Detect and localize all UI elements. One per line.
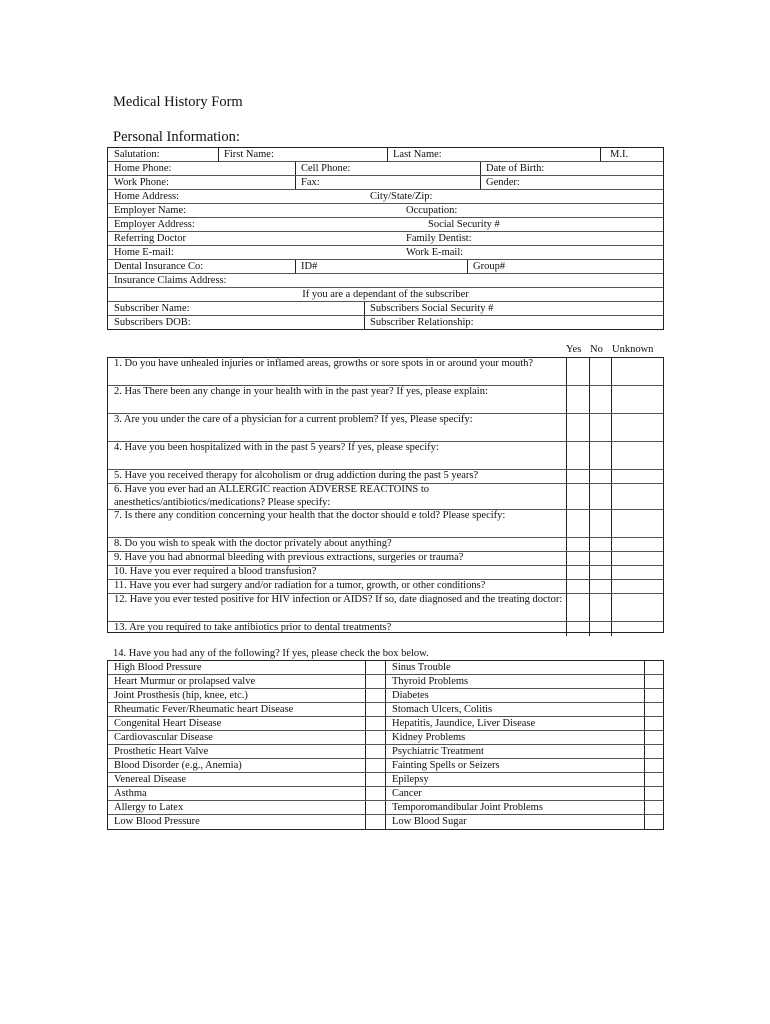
- cell-divider: [364, 302, 365, 315]
- cell-divider: [480, 162, 481, 175]
- condition-checkbox[interactable]: [365, 661, 386, 674]
- yes-checkbox[interactable]: [566, 552, 590, 565]
- unknown-checkbox[interactable]: [611, 510, 664, 537]
- conditions-checklist-table: [107, 660, 664, 830]
- no-checkbox[interactable]: [589, 510, 612, 537]
- personal-field-label[interactable]: ID#: [301, 261, 318, 272]
- question-text: 4. Have you been hospitalized with in the past 5 years? If yes, please specify:: [114, 442, 439, 453]
- cell-divider: [385, 661, 386, 674]
- condition-checkbox[interactable]: [365, 689, 386, 702]
- condition-row: [108, 745, 663, 759]
- personal-info-row: [108, 162, 663, 176]
- condition-row: [108, 661, 663, 675]
- condition-checkbox[interactable]: [365, 801, 386, 814]
- yes-checkbox[interactable]: [566, 566, 590, 579]
- cell-divider: [385, 675, 386, 688]
- condition-row: [108, 773, 663, 787]
- unknown-column-header: Unknown: [612, 344, 654, 355]
- condition-checkbox[interactable]: [644, 675, 665, 688]
- unknown-checkbox[interactable]: [611, 470, 664, 483]
- cell-divider: [364, 316, 365, 329]
- personal-field-label[interactable]: Occupation:: [406, 205, 458, 216]
- no-column-header: No: [590, 344, 603, 355]
- cell-divider: [295, 162, 296, 175]
- unknown-checkbox[interactable]: [611, 484, 664, 509]
- yes-checkbox[interactable]: [566, 414, 590, 441]
- personal-field-label[interactable]: Subscriber Name:: [114, 303, 190, 314]
- condition-checkbox[interactable]: [644, 801, 665, 814]
- yes-checkbox[interactable]: [566, 580, 590, 593]
- question-row: [108, 622, 663, 636]
- personal-info-row: [108, 260, 663, 274]
- personal-field-label[interactable]: Employer Name:: [114, 205, 187, 216]
- section-title-personal-information: Personal Information:: [113, 129, 240, 145]
- yes-checkbox[interactable]: [566, 484, 590, 509]
- condition-row: [108, 717, 663, 731]
- unknown-checkbox[interactable]: [611, 622, 664, 636]
- question-row: [108, 386, 663, 414]
- cell-divider: [218, 148, 219, 161]
- cell-divider: [480, 176, 481, 189]
- condition-checkbox[interactable]: [644, 787, 665, 800]
- cell-divider: [385, 787, 386, 800]
- condition-checkbox[interactable]: [365, 773, 386, 786]
- yes-checkbox[interactable]: [566, 622, 590, 636]
- condition-label: Venereal Disease: [114, 774, 187, 785]
- personal-field-label[interactable]: Dental Insurance Co:: [114, 261, 204, 272]
- condition-checkbox[interactable]: [644, 717, 665, 730]
- personal-information-table: [107, 147, 664, 330]
- condition-label: Cardiovascular Disease: [114, 732, 213, 743]
- condition-label: Epilepsy: [392, 774, 429, 785]
- question-row: [108, 510, 663, 538]
- personal-field-label[interactable]: Last Name:: [393, 149, 442, 160]
- cell-divider: [467, 260, 468, 273]
- no-checkbox[interactable]: [589, 470, 612, 483]
- question-row: [108, 358, 663, 386]
- question-row: [108, 484, 663, 510]
- personal-field-label[interactable]: Subscriber Relationship:: [370, 317, 474, 328]
- condition-label: Allergy to Latex: [114, 802, 184, 813]
- personal-field-label[interactable]: Work E-mail:: [406, 247, 464, 258]
- condition-checkbox[interactable]: [644, 759, 665, 772]
- question-text: 9. Have you had abnormal bleeding with previous extractions, surgeries or trauma?: [114, 552, 464, 563]
- condition-label: Prosthetic Heart Valve: [114, 746, 209, 757]
- condition-label: High Blood Pressure: [114, 662, 202, 673]
- yes-checkbox[interactable]: [566, 470, 590, 483]
- condition-row: [108, 703, 663, 717]
- personal-info-row: [108, 190, 663, 204]
- cell-divider: [385, 759, 386, 772]
- unknown-checkbox[interactable]: [611, 594, 664, 621]
- question-row: [108, 552, 663, 566]
- condition-checkbox[interactable]: [644, 815, 665, 829]
- personal-field-label[interactable]: Group#: [473, 261, 506, 272]
- no-checkbox[interactable]: [589, 386, 612, 413]
- personal-field-label[interactable]: Fax:: [301, 177, 320, 188]
- personal-field-label[interactable]: Work Phone:: [114, 177, 169, 188]
- personal-field-label[interactable]: Gender:: [486, 177, 520, 188]
- condition-label: Diabetes: [392, 690, 429, 701]
- no-checkbox[interactable]: [589, 484, 612, 509]
- condition-row: [108, 731, 663, 745]
- condition-checkbox[interactable]: [365, 703, 386, 716]
- personal-field-label[interactable]: City/State/Zip:: [370, 191, 433, 202]
- yes-checkbox[interactable]: [566, 386, 590, 413]
- condition-label: Low Blood Pressure: [114, 816, 200, 827]
- condition-label: Hepatitis, Jaundice, Liver Disease: [392, 718, 536, 729]
- personal-field-label[interactable]: Salutation:: [114, 149, 160, 160]
- personal-field-label[interactable]: Home E-mail:: [114, 247, 174, 258]
- personal-field-label[interactable]: Date of Birth:: [486, 163, 545, 174]
- condition-checkbox[interactable]: [365, 815, 386, 829]
- no-checkbox[interactable]: [589, 538, 612, 551]
- condition-label: Rheumatic Fever/Rheumatic heart Disease: [114, 704, 294, 715]
- personal-info-row: [108, 232, 663, 246]
- cell-divider: [385, 731, 386, 744]
- personal-field-label[interactable]: Cell Phone:: [301, 163, 351, 174]
- yes-checkbox[interactable]: [566, 358, 590, 385]
- personal-info-row: [108, 302, 663, 316]
- personal-field-label[interactable]: Social Security #: [428, 219, 500, 230]
- cell-divider: [385, 801, 386, 814]
- no-checkbox[interactable]: [589, 580, 612, 593]
- condition-row: [108, 801, 663, 815]
- no-checkbox[interactable]: [589, 552, 612, 565]
- condition-row: [108, 675, 663, 689]
- condition-label: Sinus Trouble: [392, 662, 451, 673]
- no-checkbox[interactable]: [589, 358, 612, 385]
- question-text: 6. Have you ever had an ALLERGIC reaction ADVERSE REACTOINS to anesthetics/antibiotics/medications? Please specify:: [114, 484, 430, 508]
- no-checkbox[interactable]: [589, 414, 612, 441]
- condition-label: Kidney Problems: [392, 732, 466, 743]
- personal-info-row: [108, 204, 663, 218]
- condition-checkbox[interactable]: [365, 759, 386, 772]
- cell-divider: [385, 745, 386, 758]
- question-row: [108, 566, 663, 580]
- condition-row: [108, 759, 663, 773]
- condition-label: Asthma: [114, 788, 147, 799]
- condition-label: Psychiatric Treatment: [392, 746, 484, 757]
- personal-info-row: [108, 274, 663, 288]
- condition-label: Temporomandibular Joint Problems: [392, 802, 543, 813]
- personal-field-label[interactable]: Home Phone:: [114, 163, 172, 174]
- condition-label: Blood Disorder (e.g., Anemia): [114, 760, 242, 771]
- yes-checkbox[interactable]: [566, 510, 590, 537]
- condition-row: [108, 787, 663, 801]
- personal-field-label[interactable]: Subscribers Social Security #: [370, 303, 494, 314]
- personal-field-label[interactable]: Subscribers DOB:: [114, 317, 191, 328]
- question-row: [108, 414, 663, 442]
- condition-checkbox[interactable]: [365, 745, 386, 758]
- condition-checkbox[interactable]: [644, 745, 665, 758]
- condition-row: [108, 815, 663, 829]
- question-text: 13. Are you required to take antibiotics prior to dental treatments?: [114, 622, 392, 633]
- personal-field-label[interactable]: If you are a dependant of the subscriber: [302, 289, 469, 300]
- unknown-checkbox[interactable]: [611, 358, 664, 385]
- personal-field-label[interactable]: First Name:: [224, 149, 274, 160]
- cell-divider: [385, 717, 386, 730]
- unknown-checkbox[interactable]: [611, 386, 664, 413]
- condition-checkbox[interactable]: [644, 773, 665, 786]
- condition-checkbox[interactable]: [365, 717, 386, 730]
- personal-info-row: [108, 148, 663, 162]
- condition-checkbox[interactable]: [644, 731, 665, 744]
- no-checkbox[interactable]: [589, 622, 612, 636]
- yes-column-header: Yes: [566, 344, 582, 355]
- question-row: [108, 580, 663, 594]
- unknown-checkbox[interactable]: [611, 442, 664, 469]
- question-text: 3. Are you under the care of a physician for a current problem? If yes, Please specify:: [114, 414, 473, 425]
- cell-divider: [385, 703, 386, 716]
- question-text: 11. Have you ever had surgery and/or radiation for a tumor, growth, or other conditions?: [114, 580, 486, 591]
- personal-field-label[interactable]: Employer Address:: [114, 219, 195, 230]
- question-text: 1. Do you have unhealed injuries or inflamed areas, growths or sore spots in or around your mouth?: [114, 358, 534, 369]
- yes-checkbox[interactable]: [566, 442, 590, 469]
- condition-label: Heart Murmur or prolapsed valve: [114, 676, 256, 687]
- conditions-intro: 14. Have you had any of the following? If yes, please check the box below.: [113, 648, 429, 659]
- unknown-checkbox[interactable]: [611, 580, 664, 593]
- question-text: 2. Has There been any change in your health with in the past year? If yes, please explain:: [114, 386, 488, 397]
- unknown-checkbox[interactable]: [611, 414, 664, 441]
- personal-field-label[interactable]: Family Dentist:: [406, 233, 472, 244]
- question-text: 8. Do you wish to speak with the doctor privately about anything?: [114, 538, 392, 549]
- question-text: 7. Is there any condition concerning your health that the doctor should e told? Please specify:: [114, 510, 506, 521]
- condition-label: Congenital Heart Disease: [114, 718, 222, 729]
- condition-checkbox[interactable]: [644, 661, 665, 674]
- condition-label: Fainting Spells or Seizers: [392, 760, 500, 771]
- condition-label: Low Blood Sugar: [392, 816, 467, 827]
- unknown-checkbox[interactable]: [611, 566, 664, 579]
- question-text: 12. Have you ever tested positive for HIV infection or AIDS? If so, date diagnosed and the treating doctor:: [114, 594, 563, 605]
- cell-divider: [295, 176, 296, 189]
- yes-checkbox[interactable]: [566, 594, 590, 621]
- personal-field-label[interactable]: Insurance Claims Address:: [114, 275, 227, 286]
- personal-info-row: [108, 288, 663, 302]
- no-checkbox[interactable]: [589, 594, 612, 621]
- condition-checkbox[interactable]: [644, 703, 665, 716]
- personal-info-row: [108, 176, 663, 190]
- cell-divider: [600, 148, 601, 161]
- condition-label: Cancer: [392, 788, 422, 799]
- personal-field-label[interactable]: Home Address:: [114, 191, 180, 202]
- condition-label: Stomach Ulcers, Colitis: [392, 704, 493, 715]
- condition-label: Joint Prosthesis (hip, knee, etc.): [114, 690, 248, 701]
- personal-info-row: [108, 218, 663, 232]
- yes-checkbox[interactable]: [566, 538, 590, 551]
- question-text: 5. Have you received therapy for alcoholism or drug addiction during the past 5 years?: [114, 470, 479, 481]
- unknown-checkbox[interactable]: [611, 538, 664, 551]
- condition-checkbox[interactable]: [365, 787, 386, 800]
- no-checkbox[interactable]: [589, 566, 612, 579]
- question-row: [108, 470, 663, 484]
- form-title: Medical History Form: [113, 94, 243, 110]
- cell-divider: [295, 260, 296, 273]
- cell-divider: [385, 689, 386, 702]
- condition-checkbox[interactable]: [365, 731, 386, 744]
- cell-divider: [385, 773, 386, 786]
- personal-field-label[interactable]: M.I.: [610, 149, 629, 160]
- cell-divider: [387, 148, 388, 161]
- condition-label: Thyroid Problems: [392, 676, 469, 687]
- condition-checkbox[interactable]: [644, 689, 665, 702]
- personal-info-row: [108, 246, 663, 260]
- condition-row: [108, 689, 663, 703]
- question-row: [108, 594, 663, 622]
- personal-field-label[interactable]: Referring Doctor: [114, 233, 187, 244]
- question-text: 10. Have you ever required a blood transfusion?: [114, 566, 317, 577]
- personal-info-row: [108, 316, 663, 330]
- unknown-checkbox[interactable]: [611, 552, 664, 565]
- question-row: [108, 442, 663, 470]
- cell-divider: [385, 815, 386, 829]
- health-questions-table: [107, 357, 664, 633]
- condition-checkbox[interactable]: [365, 675, 386, 688]
- question-row: [108, 538, 663, 552]
- no-checkbox[interactable]: [589, 442, 612, 469]
